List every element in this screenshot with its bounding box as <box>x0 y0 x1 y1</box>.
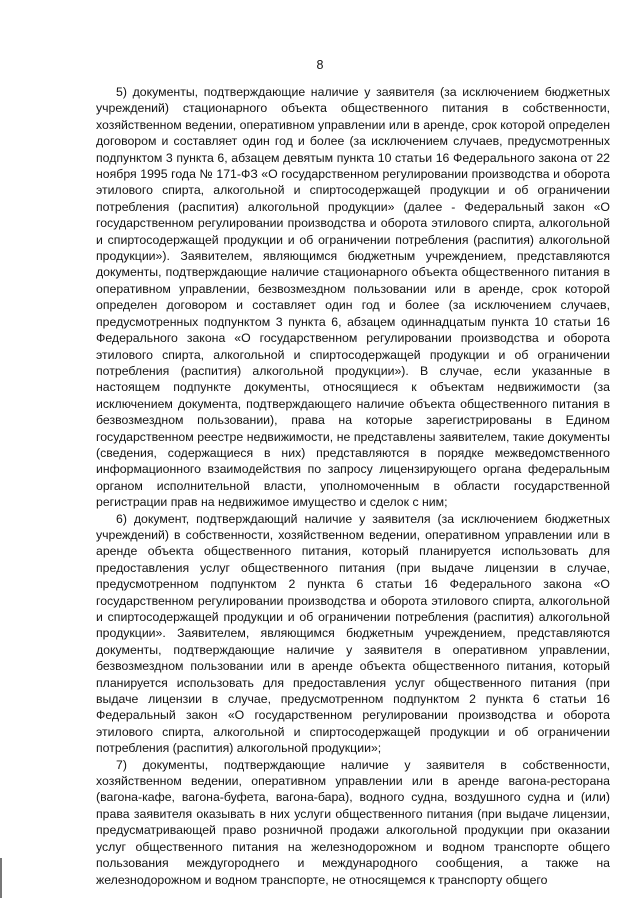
paragraph-item-5: 5) документы, подтверждающие наличие у заявителя (за исключением бюджетных учреждений) стационарного объекта общественного питания в собственности, хозяйственном ведении, оперативном управлении или в аренде, срок которой определен договором и составляет один год и более (за исключением случаев, предусмотренных подпунктом 3 пункта 6, абзацем девятым пункта 10 статьи 16 Федерального закона от 22 ноября 1995 года № 171-ФЗ «О государственном регулировании производства и оборота этилового спирта, алкогольной и спиртосодержащей продукции и об ограничении потребления (распития) алкогольной продукции» (далее - Федеральный закон «О государственном регулировании производства и оборота этилового спирта, алкогольной и спиртосодержащей продукции и об ограничении потребления (распития) алкогольной продукции»). Заявителем, являющимся бюджетным учреждением, представляются документы, подтверждающие наличие стационарного объекта общественного питания в оперативном управлении, безвозмездном пользовании или в аренде, срок которой определен договором и составляет один год и более (за исключением случаев, предусмотренных подпунктом 3 пункта 6, абзацем одиннадцатым пункта 10 статьи 16 Федерального закона «О государственном регулировании производства и оборота этилового спирта, алкогольной и спиртосодержащей продукции и об ограничении потребления (распития) алкогольной продукции»). В случае, если указанные в настоящем подпункте документы, относящиеся к объектам недвижимости (за исключением документа, подтверждающего наличие объекта общественного питания в безвозмездном пользовании), права на которые зарегистрированы в Едином государственном реестре недвижимости, не представлены заявителем, такие документы (сведения, содержащиеся в них) представляются в порядке межведомственного информационного взаимодействия по запросу лицензирующего органа федеральным органом исполнительной власти, уполномоченным в области государственной регистрации прав на недвижимое имущество и сделок с ним; <box>96 85 610 510</box>
scan-edge-mark <box>0 858 2 898</box>
document-body <box>96 84 610 888</box>
paragraph-item-7: 7) документы, подтверждающие наличие у заявителя в собственности, хозяйственном ведении, оперативном управлении или в аренде вагона-ресторана (вагона-кафе, вагона-буфета, вагона-бара), водного судна, воздушного судна и (или) права заявителя оказывать в них услуги общественного питания (при выдаче лицензии, предусматривающей право розничной продажи алкогольной продукции при оказании услуг общественного питания на железнодорожном и водном транспорте общего пользования междугороднего и международного сообщения, а также на железнодорожном и водном транспорте, не относящемся к транспорту общего <box>96 757 610 887</box>
page-number: 8 <box>316 58 324 72</box>
paragraph-item-6: 6) документ, подтверждающий наличие у заявителя (за исключением бюджетных учреждений) в собственности, хозяйственном ведении, оперативном управлении или в аренде объекта общественного питания, который планируется использовать для предоставления услуг общественного питания (при выдаче лицензии в случае, предусмотренном подпунктом 2 пункта 6 статьи 16 Федерального закона «О государственном регулировании производства и оборота этилового спирта, алкогольной и спиртосодержащей продукции и об ограничении потребления (распития) алкогольной продукции». Заявителем, являющимся бюджетным учреждением, представляются документы, подтверждающие наличие у заявителя в оперативном управлении, безвозмездном пользовании или в аренде объекта общественного питания, который планируется использовать для предоставления услуг общественного питания (при выдаче лицензии в случае, предусмотренном подпунктом 2 пункта 6 статьи 16 Федеральный закон «О государственном регулировании производства и оборота этилового спирта, алкогольной и спиртосодержащей продукции и об ограничении потребления (распития) алкогольной продукции»; <box>96 511 610 756</box>
